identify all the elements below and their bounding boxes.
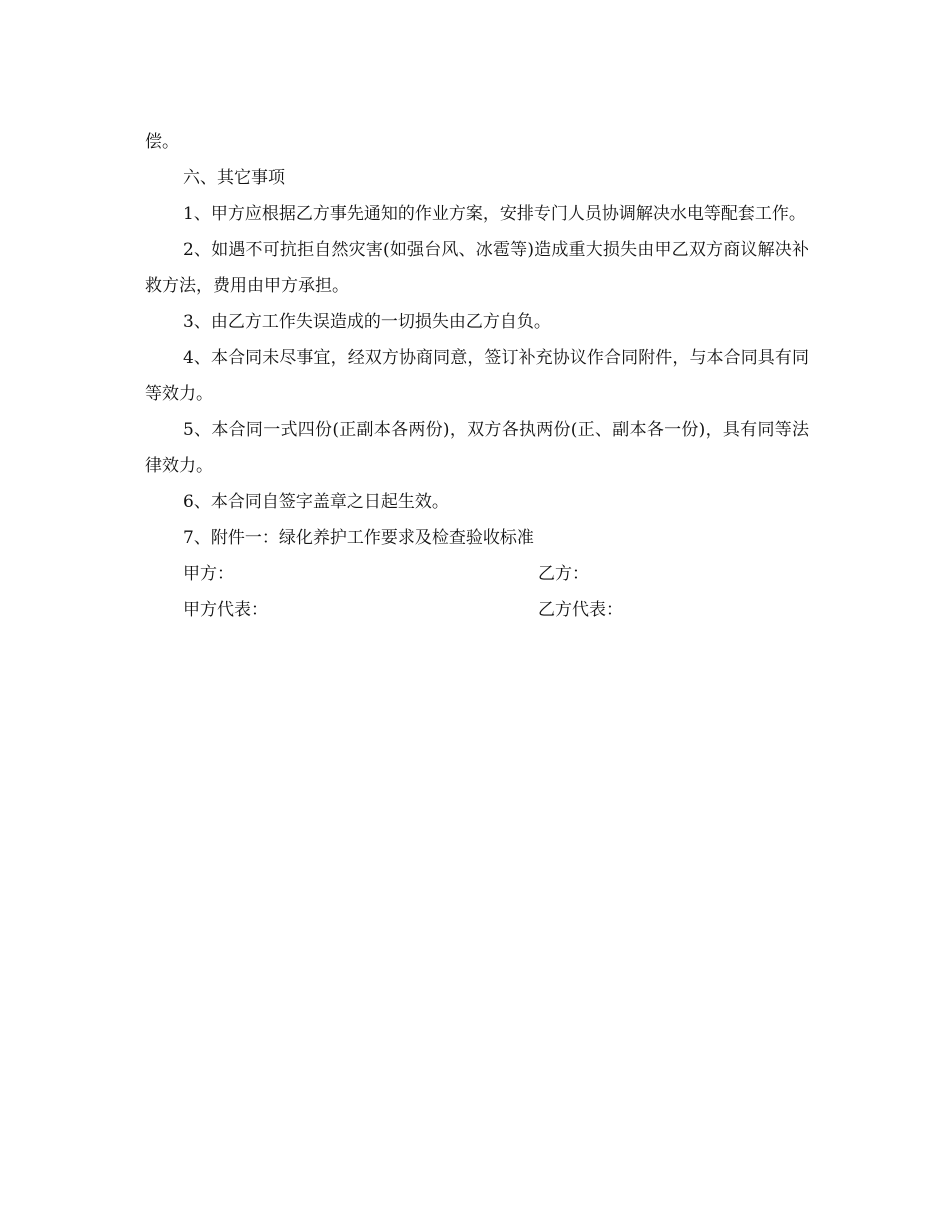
- party-b-label: 乙方：: [538, 564, 589, 584]
- signature-row-parties: [145, 556, 809, 592]
- clause-1: 1、甲方应根据乙方事先通知的作业方案，安排专门人员协调解决水电等配套工作。: [183, 204, 806, 224]
- clause-7: 7、附件一：绿化养护工作要求及检查验收标准: [183, 528, 534, 548]
- clause-4: 4、本合同未尽事宜，经双方协商同意，签订补充协议作合同附件，与本合同具有同等效力。: [145, 348, 809, 404]
- party-a-rep-label: 甲方代表：: [183, 600, 268, 620]
- section-heading-other-matters: 六、其它事项: [183, 168, 285, 188]
- clause-2: 2、如遇不可抗拒自然灾害(如强台风、冰雹等)造成重大损失由甲乙双方商议解决补救方法，费用由甲方承担。: [145, 240, 809, 296]
- party-b-rep-label: 乙方代表：: [538, 600, 623, 620]
- clause-3: 3、由乙方工作失误造成的一切损失由乙方自负。: [183, 312, 551, 332]
- clause-5: 5、本合同一式四份(正副本各两份)，双方各执两份(正、副本各一份)，具有同等法律效力。: [145, 420, 809, 476]
- signature-row-representatives: [145, 592, 809, 628]
- clause-6: 6、本合同自签字盖章之日起生效。: [183, 492, 449, 512]
- document-page: [145, 124, 809, 628]
- party-a-label: 甲方：: [183, 564, 234, 584]
- continued-text: 偿。: [145, 132, 179, 152]
